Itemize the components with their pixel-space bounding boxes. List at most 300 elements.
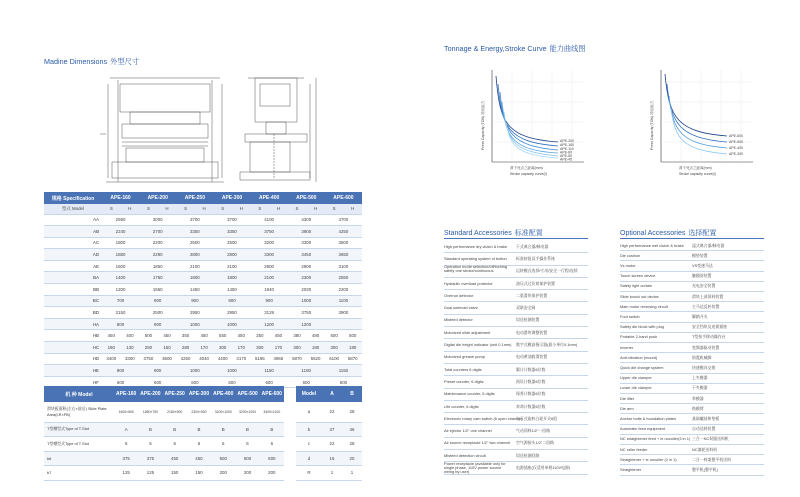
table-cell: 2100 [213,260,250,272]
table-cell: 2200 [139,237,176,249]
table-cell: 2200 [325,284,362,296]
accessory-item [444,375,588,388]
accessory-en: Portable 2-hand push [620,334,658,340]
accessory-zh: 运转模式选择/寸动/安全一行程/连续 [516,268,578,274]
accessory-zh: 电源插座(仅适用单相110V电源) [516,465,571,471]
table-cell: a [296,402,322,422]
table-cell: 1150 [251,365,288,377]
table-row [44,353,362,365]
table-cell: 600 [260,451,284,466]
table-row [296,422,362,437]
table-cell: 3129 [251,307,288,319]
table-cell: 1000 [176,318,213,330]
table-row [296,402,362,422]
table-cell: 3750 [139,353,158,365]
table-cell: 16 [322,451,342,466]
table-cell: 3750 [288,307,325,319]
accessory-item [444,351,588,364]
table-row [296,451,362,466]
accessory-item [444,425,588,438]
table-cell: 3300 [251,249,288,261]
table-cell: 180 [343,342,362,354]
table-cell: b6 [44,451,114,466]
table-cell: 450 [187,451,211,466]
header-cell: S [176,204,195,214]
accessory-item [444,363,588,376]
accessory-zh: 脚踏开关 [692,313,708,319]
table-cell: 1850×750 [138,402,162,422]
table-cell: 2100 [176,260,213,272]
accessory-en: Overrun detector [444,292,474,298]
accessory-zh: 安全挡块及连锁插座 [692,324,728,330]
table-cell: 3300 [121,353,140,365]
header-cell: H [269,204,288,214]
accessory-en: Dual solenoid valve [444,305,478,311]
header-cell: S [325,204,344,214]
table-cell: 6 [235,437,259,452]
table-cell: 150 [187,466,211,481]
table-cell: T型槽型式Type of T-Slot [44,437,114,452]
accessory-zh: 变频器驱动装置 [692,344,720,350]
accessory-zh: 滑块上部顶料装置 [692,293,724,299]
subheader-row [44,204,362,214]
table-cell: 900 [176,295,213,307]
table-cell: 600 [176,376,213,388]
accessory-zh: 换模臂 [692,405,704,411]
header-cell: H [158,204,177,214]
table-cell: 2150 [102,307,139,319]
crown-outline [120,84,210,112]
table-cell: 22 [322,437,342,452]
accessory-en: Slide knock out device [620,293,659,299]
table-cell: 6 [260,437,284,452]
table-cell: 1800 [176,272,213,284]
header-row [44,192,362,204]
table-cell: 1550 [139,284,176,296]
accessory-en: Lower die clamper [620,385,652,391]
t-slot-dimension-table [296,386,362,481]
title-zh: 选择配置 [688,230,717,237]
x-axis-label-zh: 滑下死点之距离(mm) [679,166,712,170]
table-cell: A [114,422,138,437]
header-cell: B [342,386,362,402]
accessory-zh: 主马达反转装置 [692,303,720,309]
table-cell: 3700 [213,214,250,226]
tonnage-curve-title [444,44,586,54]
accessory-item [444,412,588,425]
table-cell: 1450 [213,284,250,296]
table-cell: 1600×650 [114,402,138,422]
table-cell: 1450 [176,284,213,296]
table-cell: HA [44,318,102,330]
table-cell: d [296,451,322,466]
x-axis-label-en: Stroke capacity curve(t) [510,172,547,176]
table-cell: 150 [158,342,177,354]
header-cell: Model [296,386,322,402]
table-cell: 4250 [176,353,195,365]
table-row [44,226,362,238]
accessory-en: Preset counter, 6 digits [444,378,484,384]
table-cell: 125 [114,466,138,481]
table-cell: B [138,422,162,437]
table-cell: 5870 [343,353,362,365]
accessory-item [444,265,588,278]
title-en: Standard Accessories [444,230,512,237]
accessory-en: Motorized grease pump [444,354,485,360]
accessory-item [444,240,588,253]
table-cell: 600 [235,451,259,466]
accessory-zh: 光电安全装置 [692,283,716,289]
table-cell: 4965 [269,353,288,365]
table-cell: R [296,466,322,481]
accessory-en: Operation mode selection/off/inching safety one stroke/continuous [444,264,508,274]
header-cell: APE-600 [260,386,284,402]
table-cell: 1 [342,466,362,481]
accessory-en: High performance dry clutch & brake [444,243,508,249]
title-zh: 外型尺寸 [110,57,139,66]
header-row [44,386,284,402]
table-cell: 3400 [102,353,121,365]
table-cell: 200 [235,466,259,481]
table-cell: 550 [213,330,232,342]
table-cell: 2100 [251,272,288,284]
accessory-zh: 空气源接头1/2"二回路 [516,440,554,446]
table-cell: AE [44,260,102,272]
accessory-zh: 二合一料架整平机送料 [692,456,731,462]
accessory-zh: 数字式模高指示器(最小单位0.1mm) [516,342,578,348]
table-cell: 1150 [325,365,362,377]
table-cell: 4300 [288,214,325,226]
table-cell: 900 [213,295,250,307]
table-cell: 300 [325,342,344,354]
table-row [44,342,362,354]
header-cell: APE-400 [211,386,235,402]
table-cell: 2500 [213,237,250,249]
table-cell: 2300×900 [187,402,211,422]
table-row [44,402,284,422]
accessory-en: Misfeed detector [444,317,473,323]
table-cell: HF [44,376,102,388]
header-cell: S [288,204,307,214]
t-slot-spec-table [44,386,284,481]
table-cell: 600 [325,376,362,388]
accessory-en: Anti-vibration (mount) [620,354,658,360]
table-row [44,466,284,481]
accessory-zh: 快速模具交换 [692,364,716,370]
table-cell: 1000 [213,318,250,330]
table-row [44,451,284,466]
table-cell: 4170 [232,353,251,365]
accessory-zh: 双联安全阀 [516,305,536,311]
table-cell: 28 [342,437,362,452]
table-cell: 5870 [288,353,307,365]
accessory-item [444,388,588,401]
table-cell: 3300 [288,237,325,249]
accessory-en: Die cushion [620,252,641,258]
table-cell: HD [44,353,102,365]
table-cell: 28 [342,402,362,422]
header-cell: H [121,204,140,214]
accessory-en: High performance wet clutch & brake [620,242,684,248]
table-cell: 2800 [251,260,288,272]
header-cell: 规格 Specification [44,192,102,204]
table-cell: 3900 [325,307,362,319]
table-cell: AD [44,249,102,261]
header-cell: APE-200 [138,386,162,402]
table-cell: 3350 [213,226,250,238]
header-cell: 机 种 Model [44,386,114,402]
accessory-en: Digital die height indicator (unit 0.1mm) [444,342,512,348]
table-cell: 6 [187,437,211,452]
accessory-zh: 电动黄油润滑装置 [516,354,548,360]
table-cell: 3650 [325,249,362,261]
table-row [44,237,362,249]
legend-label: APE-600 [729,134,744,138]
header-cell: H [195,204,214,214]
accessory-zh: T型按手移动操作台 [692,334,726,340]
title-zh: 能力曲线图 [549,44,586,53]
table-cell: 600 [325,330,344,342]
header-cell: APE-500 [235,386,259,402]
legend-label: APE-60 [560,154,573,158]
accessory-en: Power receptacle (available only for single phase, 110V power source wiring by user) [444,460,506,475]
table-cell: 500 [343,330,362,342]
table-cell: 6 [138,437,162,452]
legend-label: APE-45 [560,157,573,162]
table-cell: 3600 [158,353,177,365]
table-cell: 2240 [102,226,139,238]
accessory-en: Motorized slide adjustment [444,329,491,335]
header-cell: S [213,204,232,214]
table-cell: 1200 [102,284,139,296]
table-cell: 3350 [176,226,213,238]
table-row [44,214,362,226]
table-cell: 2900 [288,260,325,272]
table-cell: T型槽型式Type of T-Slot [44,422,114,437]
accessory-item [444,289,588,302]
table-cell: BC [44,295,102,307]
legend-label: APE-300 [729,152,744,156]
header-cell: A [322,386,342,402]
accessory-zh: 下夹模器 [692,385,708,391]
accessory-zh: 触摸屏装置 [692,273,712,279]
table-row [44,249,362,261]
header-cell: H [306,204,325,214]
table-cell: 2800 [176,249,213,261]
table-cell: 900 [139,318,176,330]
table-cell: 2950 [176,307,213,319]
table-cell: 6 [114,437,138,452]
table-cell: 1940 [251,284,288,296]
table-cell: 3750 [251,226,288,238]
y-axis-label: Press Capacity (TON) 冲压能力 [481,100,485,150]
header-cell: H [232,204,251,214]
accessory-item [444,400,588,413]
table-cell: 4100 [251,214,288,226]
accessory-en: Hydraulic overload protector [444,280,493,286]
table-cell: 46 [342,422,362,437]
accessory-zh: 基础螺丝和垫板 [692,415,720,421]
header-cell: APE-500 [288,192,325,204]
accessory-item [444,302,588,315]
table-cell: 1150 [288,365,325,377]
accessory-zh: 油压式过负荷保护装置 [516,280,555,286]
tonnage-curve-chart-left [448,62,588,184]
table-cell: HE [44,365,102,377]
table-cell: 2700 [139,226,176,238]
table-cell: 3400×1100 [260,402,284,422]
table-cell: 300 [251,342,270,354]
accessory-zh: 自动送料装置 [692,426,716,432]
legend-label: APE-110 [560,147,574,151]
table-row [296,466,362,481]
table-cell: 4250 [325,226,362,238]
table-cell: 5620 [306,353,325,365]
table-cell: B [187,422,211,437]
accessory-en: Total counters 6 digits [444,366,482,372]
accessory-en: Inverter [620,344,634,350]
specification-table [44,192,362,388]
table-cell: 600 [139,376,176,388]
table-cell: 200 [211,466,235,481]
accessory-en: Die lifter [620,395,635,401]
accessory-en: Straightener [620,466,642,472]
table-row [44,422,284,437]
table-cell: 600 [102,376,139,388]
table-cell: 200 [260,466,284,481]
table-cell: 1400 [102,272,139,284]
title-zh: 标准配置 [514,230,543,237]
table-cell: 4700 [325,214,362,226]
table-cell: 900 [139,365,176,377]
title-en: Optional Accessories [620,230,686,237]
table-cell: 滑块板面积(左右×前后) Slide Plate Area(LR×FB) [44,402,114,422]
table-row [44,330,362,342]
x-axis-label-en: Stroke capacity curve(t) [679,172,716,176]
table-row [44,307,362,319]
table-cell: 37 [322,422,342,437]
table-cell: HB [44,330,102,342]
table-cell: 1 [322,466,342,481]
table-cell: HC [44,342,102,354]
accessory-zh: 二重滑块保护装置 [516,292,548,298]
title-en: Madine Dimensions [44,57,108,66]
accessory-zh: 电子式旋转凸轮开关6组 [516,415,558,421]
table-cell: 3900 [288,226,325,238]
accessory-en: NC roller feeder [620,446,648,452]
table-cell: BD [44,307,102,319]
accessory-en: Straightener + le uncoiler (2 in 1) [620,456,677,462]
table-cell: 450 [195,330,214,342]
table-cell: 900 [139,295,176,307]
table-cell: 2290 [139,249,176,261]
accessory-item [444,461,588,474]
header-cell: S [102,204,121,214]
table-cell: 250 [139,342,158,354]
table-cell: 1880 [102,249,139,261]
table-cell: 2550 [325,272,362,284]
accessory-en: Main motor reversing circuit [620,303,668,309]
table-cell: 450 [158,330,177,342]
machine-dimension-drawing [90,74,340,194]
accessory-en: Electronic rotary cam switch (6 open channel) [444,415,523,421]
table-cell: 600 [251,376,288,388]
accessory-zh: 预设计数器6位数 [516,378,546,384]
table-cell: 1200 [251,318,288,330]
curve-series [665,74,727,136]
accessory-zh: 寿命计数器6位数 [516,403,546,409]
table-row [44,295,362,307]
legend-label: APE-400 [729,146,744,150]
table-cell: c [296,437,322,452]
curve-series [496,76,558,142]
table-cell: 170 [195,342,214,354]
accessory-en: Quick die change system [620,364,664,370]
table-cell: 170 [232,342,251,354]
header-cell: APE-200 [139,192,176,204]
table-cell: b [296,422,322,437]
x-axis-label-zh: 滑下死点之距离(mm) [510,166,543,170]
table-cell: 450 [102,330,121,342]
accessory-en: Safety light curtain [620,283,653,289]
table-row [44,284,362,296]
table-cell: 375 [114,451,138,466]
table-row [44,318,362,330]
accessory-zh: 模垫装置 [692,252,708,258]
table-cell: 350 [251,330,270,342]
accessory-en: Anchor bolts & foundation plates [620,415,677,421]
accessory-en: Vs motor [620,262,636,268]
table-cell: 150 [163,466,187,481]
table-cell: b7 [44,466,114,481]
table-row [44,437,284,452]
header-cell: S [139,204,158,214]
table-cell: 600 [213,376,250,388]
accessory-zh: 保养计数器6位数 [516,391,546,397]
header-cell: S [251,204,270,214]
accessory-en: Automatic feed equipment [620,426,666,432]
table-cell: 2300 [288,272,325,284]
table-cell: B [260,422,284,437]
table-cell: 800 [102,318,139,330]
standard-accessories-title [444,228,543,238]
header-cell: APE-250 [163,386,187,402]
table-cell: BA [44,272,102,284]
accessory-zh: 气动顶料1/2"一回路 [516,428,551,434]
table-cell: 2030 [288,284,325,296]
accessory-zh: NC滚轮送料机 [692,446,718,452]
optional-accessories-title [620,228,716,238]
side-view-outline [255,78,297,122]
accessory-zh: 干式离合器/制动器 [516,243,549,249]
table-cell: B [211,422,235,437]
accessory-en: Foot switch [620,313,640,319]
header-cell: APE-160 [114,386,138,402]
accessory-en: Air source receptacle 1/2" two channel [444,440,511,446]
accessory-en: Standard operating system of button [444,255,507,261]
table-cell: 3100×1000 [211,402,235,422]
header-cell: APE-400 [251,192,288,204]
table-cell: 300 [288,342,307,354]
accessory-zh: 湿式离合器/制动器 [692,242,725,248]
accessory-en: Life counter, 6 digits [444,403,479,409]
accessory-zh: 防震机械脚 [692,354,712,360]
table-cell: 600 [211,451,235,466]
table-cell: 1850 [139,260,176,272]
table-cell: 450 [269,330,288,342]
header-cell: APE-250 [176,192,213,204]
table-cell: 2500 [176,237,213,249]
